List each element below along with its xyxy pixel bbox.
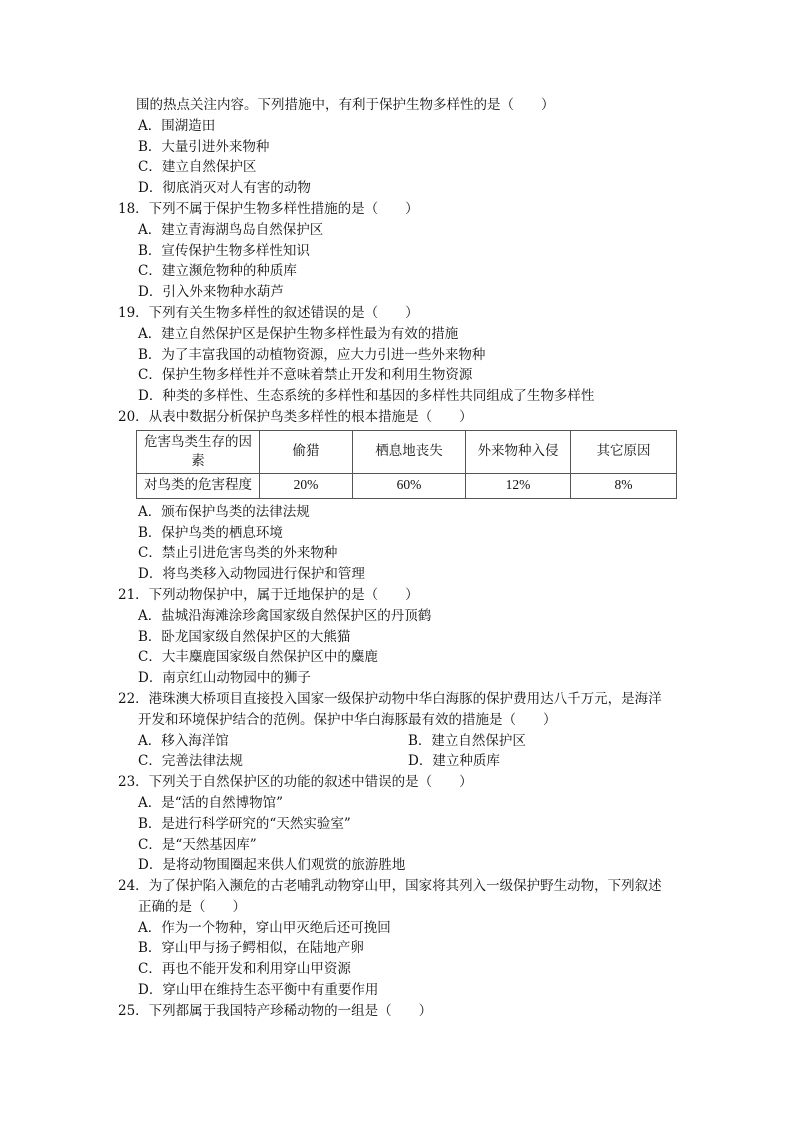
q23-stem: 23．下列关于自然保护区的功能的叙述中错误的是（ ）: [118, 774, 473, 791]
q18-option-c: C．建立濒危物种的种质库: [138, 263, 297, 280]
table-cell-other: 8%: [571, 473, 677, 498]
q20-stem: 20．从表中数据分析保护鸟类多样性的根本措施是（ ）: [118, 408, 473, 425]
table-row-label: 对鸟类的危害程度: [137, 473, 260, 498]
q19-option-b: B．为了丰富我国的动植物资源，应大力引进一些外来物种: [138, 346, 486, 363]
q22-option-c: C．完善法律法规: [138, 753, 243, 770]
q17-option-a: A．围湖造田: [138, 117, 216, 134]
q23-option-c: C．是“天然基因库”: [138, 836, 257, 853]
q21-option-b: B．卧龙国家级自然保护区的大熊猫: [138, 628, 351, 645]
q23-option-b: B．是进行科学研究的“天然实验室”: [138, 815, 351, 832]
q19-option-c: C．保护生物多样性并不意味着禁止开发和利用生物资源: [138, 367, 473, 384]
q23-option-d: D．是将动物围圈起来供人们观赏的旅游胜地: [138, 857, 406, 874]
q17-stem-continuation: 围的热点关注内容。下列措施中，有利于保护生物多样性的是（ ）: [136, 97, 555, 113]
q22-options-row1: [118, 731, 678, 752]
q21-option-d: D．南京红山动物园中的狮子: [138, 670, 311, 687]
q24-option-b: B．穿山甲与扬子鳄相似，在陆地产卵: [138, 940, 364, 957]
q21-stem: 21．下列动物保护中，属于迁地保护的是（ ）: [118, 586, 419, 603]
exam-page: [118, 95, 678, 1022]
table-header-habitat-loss: 栖息地丧失: [353, 430, 466, 473]
q24-option-c: C．再也不能开发和利用穿山甲资源: [138, 961, 351, 978]
q18-option-d: D．引入外来物种水葫芦: [138, 284, 284, 301]
q20-option-b: B．保护鸟类的栖息环境: [138, 524, 283, 541]
q17-option-c: C．建立自然保护区: [138, 159, 257, 176]
q18-option-a: A．建立青海湖鸟岛自然保护区: [138, 221, 324, 238]
table-data-row: [137, 473, 677, 498]
q22-option-a: A．移入海洋馆: [138, 732, 229, 749]
q18-stem: 18．下列不属于保护生物多样性措施的是（ ）: [118, 200, 419, 217]
q22-stem-line1: 22．港珠澳大桥项目直接投入国家一级保护动物中华白海豚的保护费用达八千万元，是海洋: [118, 690, 662, 707]
q24-option-d: D．穿山甲在维持生态平衡中有重要作用: [138, 982, 379, 999]
table-cell-invasive-species: 12%: [466, 473, 571, 498]
q20-option-c: C．禁止引进危害鸟类的外来物种: [138, 545, 338, 562]
q21-option-a: A．盐城沿海滩涂珍禽国家级自然保护区的丹顶鹤: [138, 607, 432, 624]
q22-stem-line2: 开发和环境保护结合的范例。保护中华白海豚最有效的措施是（ ）: [138, 711, 557, 728]
q22-options-row2: [118, 751, 678, 772]
table-header-other: 其它原因: [571, 430, 677, 473]
table-header-factor: 危害鸟类生存的因素: [137, 430, 260, 473]
bird-threat-table: [136, 430, 677, 499]
table-header-poaching: 偷猎: [260, 430, 353, 473]
q25-stem: 25．下列都属于我国特产珍稀动物的一组是（ ）: [118, 1002, 433, 1019]
q19-option-a: A．建立自然保护区是保护生物多样性最为有效的措施: [138, 325, 459, 342]
q24-stem-line1: 24．为了保护陷入濒危的古老哺乳动物穿山甲，国家将其列入一级保护野生动物，下列叙述: [118, 878, 662, 895]
q24-option-a: A．作为一个物种，穿山甲灭绝后还可挽回: [138, 919, 391, 936]
q19-option-d: D．种类的多样性、生态系统的多样性和基因的多样性共同组成了生物多样性: [138, 388, 595, 405]
q17-option-b: B．大量引进外来物种: [138, 138, 270, 155]
q23-option-a: A．是“活的自然博物馆”: [138, 794, 284, 811]
q18-option-b: B．宣传保护生物多样性知识: [138, 242, 310, 259]
table-header-invasive-species: 外来物种入侵: [466, 430, 571, 473]
table-header-row: [137, 430, 677, 473]
q17-option-d: D．彻底消灭对人有害的动物: [138, 180, 311, 197]
table-cell-poaching: 20%: [260, 473, 353, 498]
q19-stem: 19．下列有关生物多样性的叙述错误的是（ ）: [118, 304, 419, 321]
q24-stem-line2: 正确的是（ ）: [138, 898, 246, 915]
q21-option-c: C．大丰麋鹿国家级自然保护区中的麋鹿: [138, 649, 378, 666]
q22-option-b: B．建立自然保护区: [408, 732, 526, 749]
q22-option-d: D．建立种质库: [408, 753, 500, 770]
q20-option-a: A．颁布保护鸟类的法律法规: [138, 503, 310, 520]
q20-option-d: D．将鸟类移入动物园进行保护和管理: [138, 566, 365, 583]
table-cell-habitat-loss: 60%: [353, 473, 466, 498]
